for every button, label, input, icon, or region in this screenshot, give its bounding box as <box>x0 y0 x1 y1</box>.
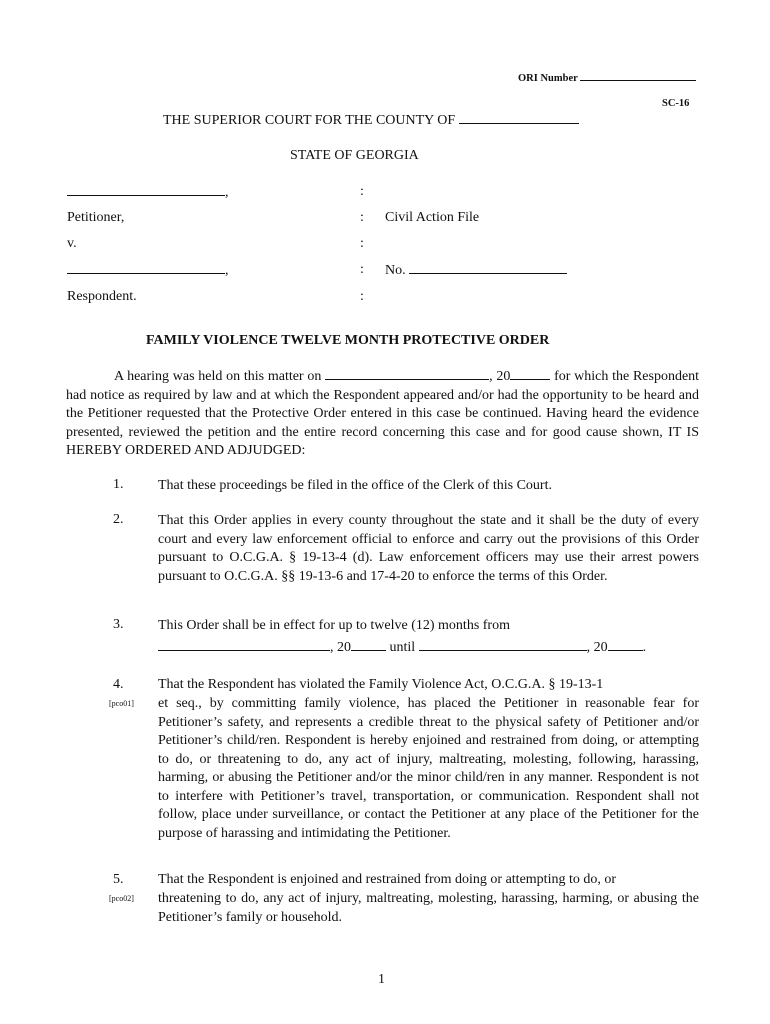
state-heading: STATE OF GEORGIA <box>290 148 419 163</box>
item-number: 1. <box>113 477 124 492</box>
until-label: until <box>389 640 416 655</box>
end-year-prefix: , 20 <box>586 640 608 655</box>
item-number: 5. <box>113 872 124 887</box>
form-code: SC-16 <box>662 98 690 109</box>
item-number: 2. <box>113 512 124 527</box>
case-number-label: No. <box>385 263 406 278</box>
hearing-year-blank[interactable] <box>510 368 550 380</box>
end-period: . <box>642 640 647 655</box>
item-first-line: That the Respondent is enjoined and restrained from doing or attempting to do, or <box>158 872 617 887</box>
end-year-blank[interactable] <box>608 639 643 651</box>
item-number: 4. <box>113 677 124 692</box>
caption-colon: : <box>360 184 364 199</box>
item-text: et seq., by committing family violence, has placed the Petitioner in reasonable fear for Petitioner’s safety, and represents a credible threat to the physical safety of Petitioner and/or Petitioner’s child/ren. Respondent is hereby enjoined and restrained from doing, or attempting to do, or threatening to do, any act of injury, maltreating, molesting, following, harassing, harming, or abusing the Petitioner and/or the minor child/ren in any manner. Respondent is not to interfere with Petitioner’s travel, transportation, or communication. Respondent shall not follow, place under surveillance, or contact the Petitioner at any place of the Petitioner for the purpose of harassing and intimidating the Petitioner. <box>158 696 699 841</box>
ori-number-label: ORI Number <box>518 73 578 84</box>
case-number-field <box>385 262 567 279</box>
caption-colon: : <box>360 262 364 277</box>
intro-text-1: A hearing was held on this matter on <box>114 369 322 384</box>
case-number-blank[interactable] <box>409 262 567 274</box>
caption-colon: : <box>360 289 364 304</box>
intro-paragraph <box>66 368 699 461</box>
item-number: 3. <box>113 617 124 632</box>
court-heading <box>163 112 579 129</box>
court-heading-text: THE SUPERIOR COURT FOR THE COUNTY OF <box>163 113 456 128</box>
intro-text-3: for which the Respondent had notice as required by law and at which the Respondent appeared and/or had the opportunity to be heard and the Petitioner requested that the Protective Order entered in this case be continued. Having heard the evidence presented, reviewed the petition and the entire record concerning this case and for good cause shown, IT IS HEREBY ORDERED AND ADJUDGED: <box>66 369 700 458</box>
end-date-blank[interactable] <box>419 639 587 651</box>
petitioner-name-line <box>67 184 229 201</box>
pco-code: [pco02] <box>109 894 134 903</box>
respondent-comma: , <box>225 263 229 278</box>
order-title: FAMILY VIOLENCE TWELVE MONTH PROTECTIVE ORDER <box>146 333 550 348</box>
start-year-blank[interactable] <box>351 639 386 651</box>
item-text: This Order shall be in effect for up to twelve (12) months from <box>158 618 510 633</box>
caption-colon: : <box>360 210 364 225</box>
civil-action-label: Civil Action File <box>385 210 480 225</box>
item-text: That these proceedings be filed in the office of the Clerk of this Court. <box>158 478 552 493</box>
page-number: 1 <box>378 972 385 987</box>
caption-colon: : <box>360 236 364 251</box>
respondent-name-line <box>67 262 229 279</box>
petitioner-comma: , <box>225 185 229 200</box>
hearing-date-blank[interactable] <box>325 368 489 380</box>
versus-label: v. <box>67 236 77 251</box>
item-first-line: That the Respondent has violated the Family Violence Act, O.C.G.A. § 19-13-1 <box>158 677 604 692</box>
item-text: That this Order applies in every county throughout the state and it shall be the duty of every court and every law enforcement official to enforce and carry out the provisions of this Order pursuant to O.C.G.A. § 19-13-4 (d). Law enforcement officers may use their arrest powers pursuant to O.C.G.A. §§ 19-13-6 and 17-4-20 to enforce the terms of this Order. <box>158 513 699 584</box>
respondent-name-blank[interactable] <box>67 262 225 274</box>
ori-number-field <box>518 69 696 84</box>
start-year-prefix: , 20 <box>330 640 351 655</box>
item-text: threatening to do, any act of injury, maltreating, molesting, harassing, harming, or abusing the Petitioner’s family or household. <box>158 891 699 925</box>
effective-dates-line <box>158 639 646 656</box>
ori-number-blank[interactable] <box>580 69 696 81</box>
respondent-label: Respondent. <box>67 289 137 304</box>
pco-code: [pco01] <box>109 699 134 708</box>
petitioner-name-blank[interactable] <box>67 184 225 196</box>
start-date-blank[interactable] <box>158 639 330 651</box>
county-blank[interactable] <box>459 112 579 124</box>
intro-text-2: , 20 <box>489 369 511 384</box>
petitioner-label: Petitioner, <box>67 210 125 225</box>
